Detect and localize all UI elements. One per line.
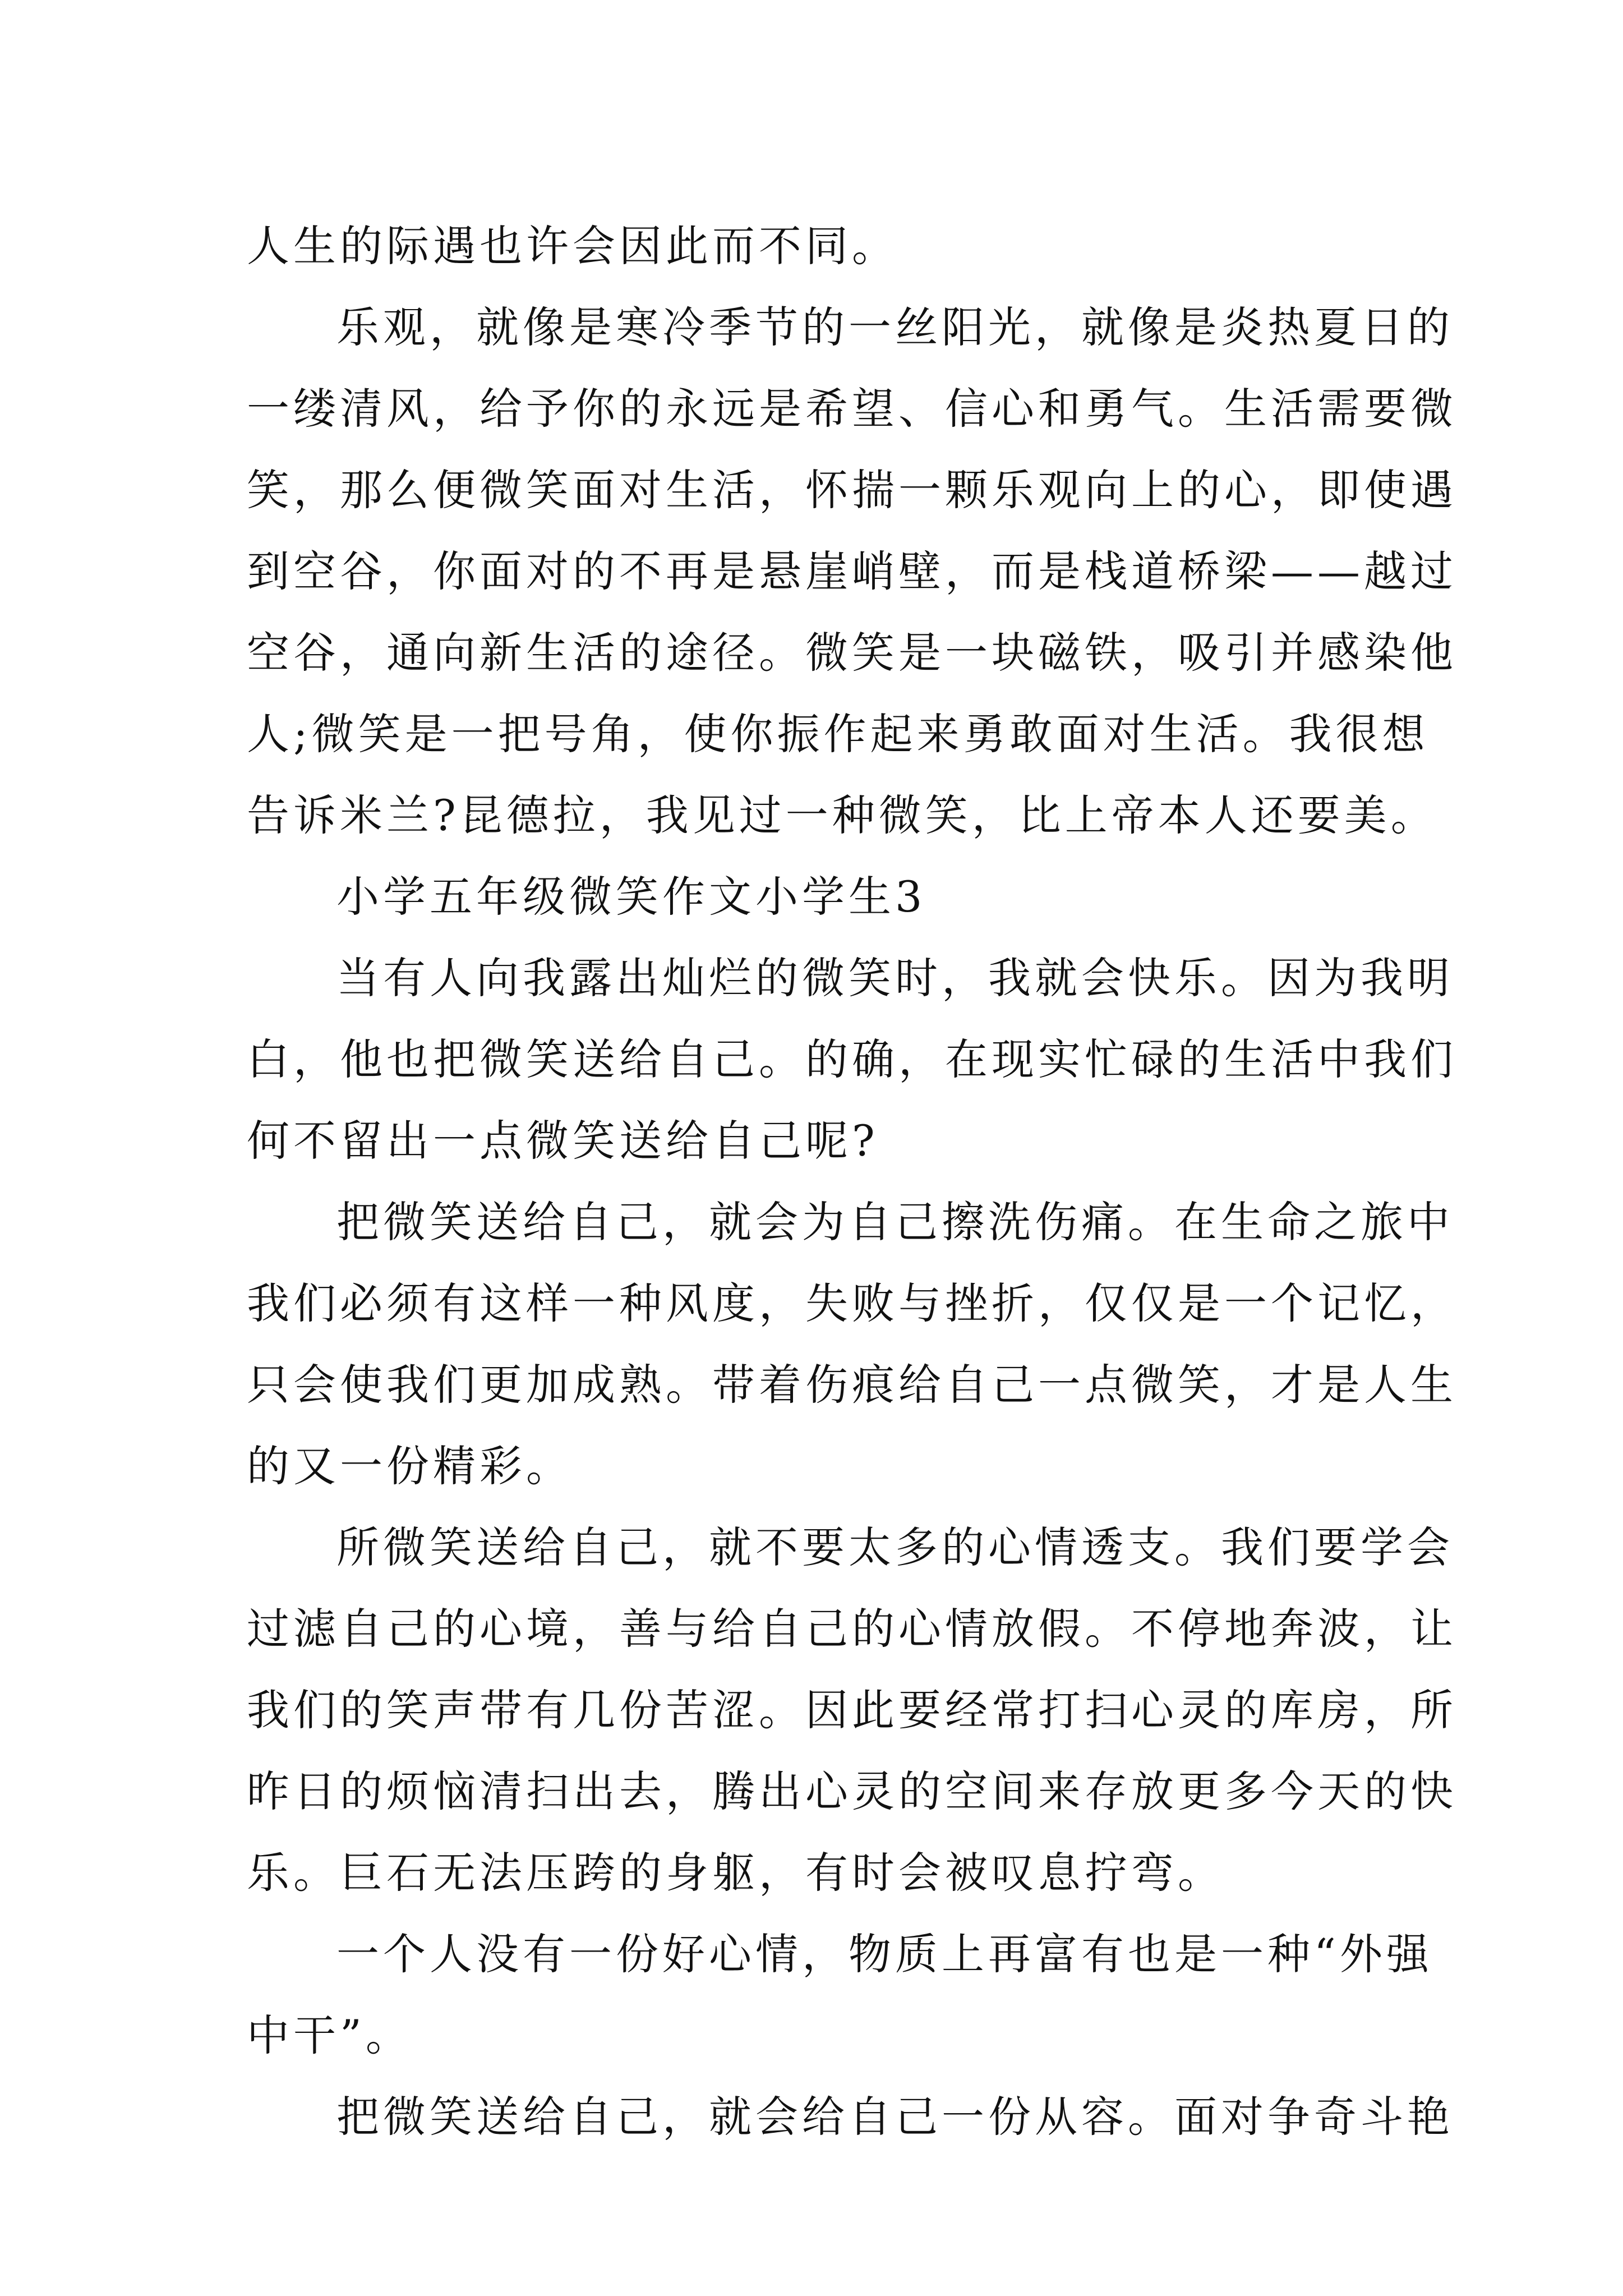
text-line: 过滤自己的心境，善与给自己的心情放假。不停地奔波，让 [247, 1604, 1457, 1654]
text-line: 当有人向我露出灿烂的微笑时，我就会快乐。因为我明 [336, 953, 1454, 1003]
text-line: 我们必须有这样一种风度，失败与挫折，仅仅是一个记忆， [247, 1278, 1457, 1328]
text-line: 昨日的烦恼清扫出去，腾出心灵的空间来存放更多今天的快 [247, 1766, 1457, 1816]
text-line: 何不留出一点微笑送给自己呢? [247, 1116, 879, 1166]
text-line: 只会使我们更加成熟。带着伤痕给自己一点微笑，才是人生 [247, 1360, 1457, 1410]
text-line: 告诉米兰?昆德拉，我见过一种微笑，比上帝本人还要美。 [247, 790, 1437, 840]
text-line: 笑，那么便微笑面对生活，怀揣一颗乐观向上的心，即使遇 [247, 465, 1457, 515]
text-line: 白，他也把微笑送给自己。的确，在现实忙碌的生活中我们 [247, 1034, 1457, 1084]
text-line: 一缕清风，给予你的永远是希望、信心和勇气。生活需要微 [247, 384, 1457, 434]
text-line: 把微笑送给自己，就会为自己擦洗伤痛。在生命之旅中 [336, 1197, 1454, 1247]
text-line: 乐观，就像是寒冷季节的一丝阳光，就像是炎热夏日的 [336, 302, 1454, 352]
text-line: 把微笑送给自己，就会给自己一份从容。面对争奇斗艳 [336, 2092, 1454, 2142]
text-line: 中干”。 [247, 2010, 412, 2060]
section-heading: 小学五年级微笑作文小学生3 [336, 872, 926, 922]
text-line: 的又一份精彩。 [247, 1441, 573, 1491]
text-line: 到空谷，你面对的不再是悬崖峭壁，而是栈道桥梁——越过 [247, 546, 1457, 596]
text-line: 一个人没有一份好心情，物质上再富有也是一种“外强 [336, 1929, 1433, 1979]
document-body [247, 205, 1457, 2157]
text-line: 我们的笑声带有几份苦涩。因此要经常打扫心灵的库房，所 [247, 1685, 1457, 1735]
text-line: 人生的际遇也许会因此而不同。 [247, 221, 898, 271]
text-line: 人;微笑是一把号角，使你振作起来勇敢面对生活。我很想 [247, 709, 1429, 759]
text-line: 空谷，通向新生活的途径。微笑是一块磁铁，吸引并感染他 [247, 628, 1457, 678]
text-line: 乐。巨石无法压跨的身躯，有时会被叹息拧弯。 [247, 1848, 1224, 1898]
text-line: 所微笑送给自己，就不要太多的心情透支。我们要学会 [336, 1522, 1454, 1572]
